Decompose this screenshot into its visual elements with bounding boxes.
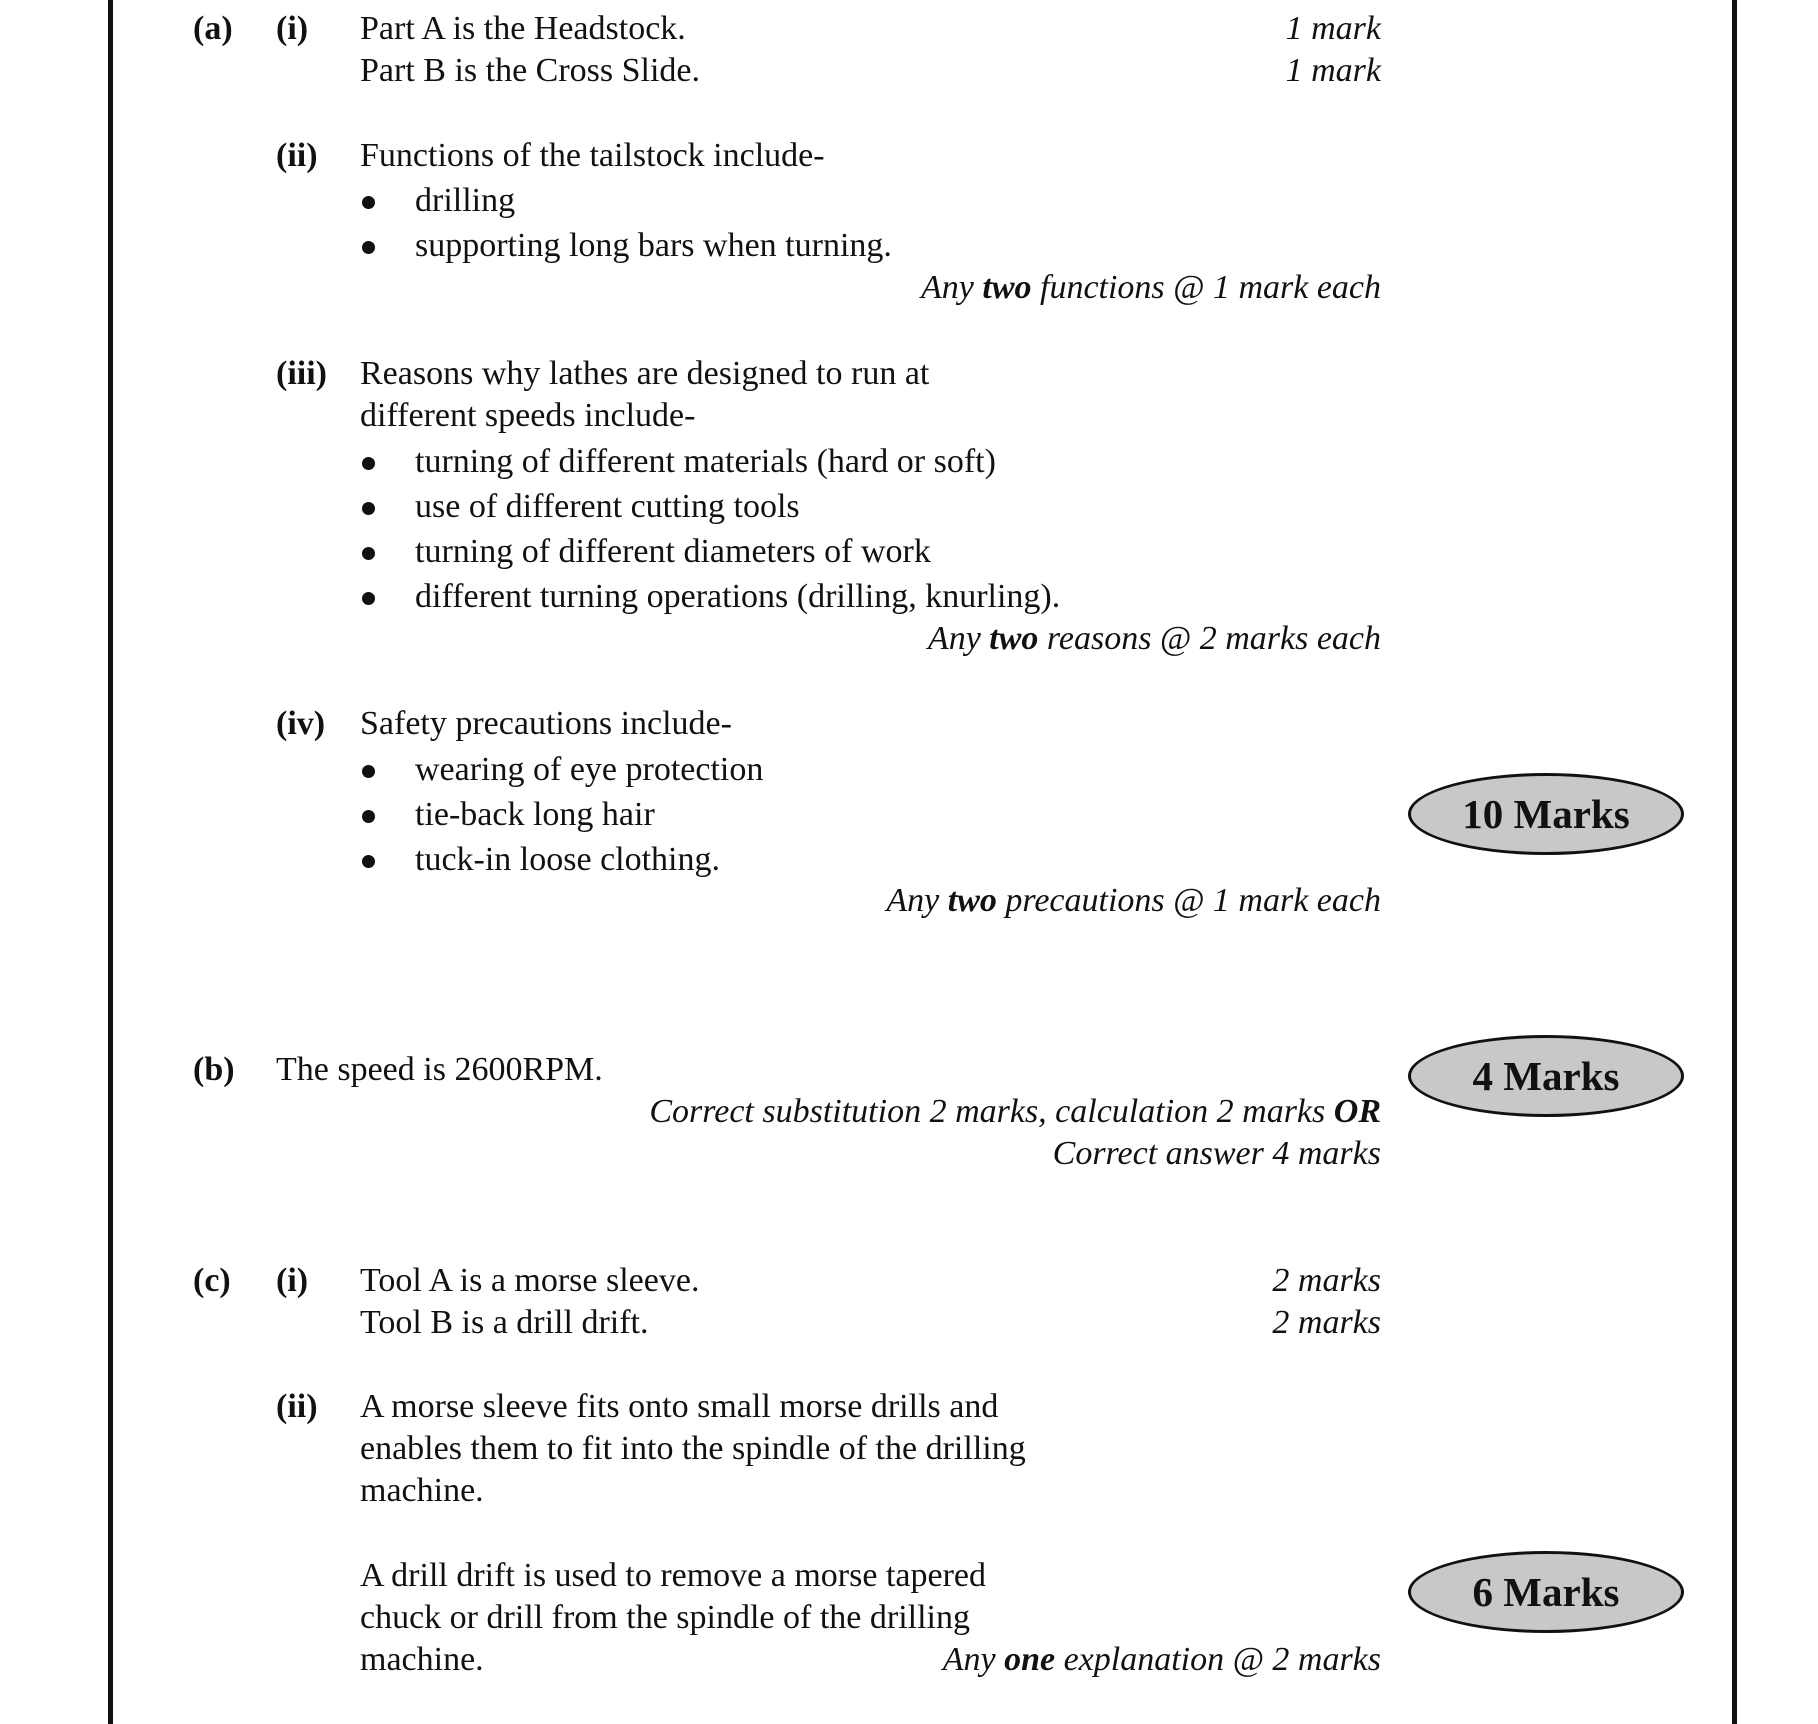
part-a-iii-bullet: different turning operations (drilling, knurling). <box>415 578 1061 615</box>
part-a-iii-note: Any two reasons @ 2 marks each <box>927 620 1381 657</box>
part-a-iv-bullet: wearing of eye protection <box>415 751 764 788</box>
part-a-iii-bullet: turning of different materials (hard or soft) <box>415 443 996 480</box>
part-a-iii-label: (iii) <box>276 355 327 392</box>
bullet-icon <box>362 765 375 778</box>
part-a-i-mark2: 1 mark <box>1285 52 1381 89</box>
part-c-ii-note: Any one explanation @ 2 marks <box>942 1641 1381 1678</box>
part-c-ii-para1-line: A morse sleeve fits onto small morse drills and <box>360 1388 999 1425</box>
part-c-ii-para1-line: enables them to fit into the spindle of the drilling <box>360 1430 1026 1467</box>
part-a-ii-intro: Functions of the tailstock include- <box>360 137 825 174</box>
part-c-i-mark2: 2 marks <box>1272 1304 1381 1341</box>
part-a-iii-intro-line1: Reasons why lathes are designed to run at <box>360 355 930 392</box>
section-a-marks-badge: 10 Marks <box>1408 773 1684 855</box>
part-c-i-label: (i) <box>276 1262 309 1299</box>
part-a-ii-label: (ii) <box>276 137 318 174</box>
bullet-icon <box>362 810 375 823</box>
bullet-icon <box>362 547 375 560</box>
part-a-ii-bullet: drilling <box>415 182 516 219</box>
part-c-ii-para2-line: machine. <box>360 1641 484 1678</box>
part-a-iii-intro-line2: different speeds include- <box>360 397 696 434</box>
bullet-icon <box>362 855 375 868</box>
part-a-i-label: (i) <box>276 10 309 47</box>
part-c-ii-label: (ii) <box>276 1388 318 1425</box>
part-a-ii-bullet: supporting long bars when turning. <box>415 227 892 264</box>
section-c-label: (c) <box>193 1262 231 1299</box>
section-b-label: (b) <box>193 1051 235 1088</box>
part-a-ii-note: Any two functions @ 1 mark each <box>921 269 1381 306</box>
part-a-iv-label: (iv) <box>276 705 326 742</box>
part-a-iv-note: Any two precautions @ 1 mark each <box>886 882 1381 919</box>
section-b-note-line2: Correct answer 4 marks <box>1052 1135 1381 1172</box>
part-c-i-line2: Tool B is a drill drift. <box>360 1304 649 1341</box>
section-b-text: The speed is 2600RPM. <box>276 1051 603 1088</box>
part-a-i-mark1: 1 mark <box>1285 10 1381 47</box>
section-a-label: (a) <box>193 10 233 47</box>
section-b-marks-badge: 4 Marks <box>1408 1035 1684 1117</box>
part-c-i-line1: Tool A is a morse sleeve. <box>360 1262 700 1299</box>
part-c-i-mark1: 2 marks <box>1272 1262 1381 1299</box>
part-a-i-line1: Part A is the Headstock. <box>360 10 686 47</box>
bullet-icon <box>362 457 375 470</box>
bullet-icon <box>362 502 375 515</box>
section-c-marks-badge: 6 Marks <box>1408 1551 1684 1633</box>
part-a-iv-bullet: tuck-in loose clothing. <box>415 841 721 878</box>
page-border-right <box>1732 0 1737 1724</box>
bullet-icon <box>362 241 375 254</box>
part-a-i-line2: Part B is the Cross Slide. <box>360 52 701 89</box>
part-c-ii-para1-line: machine. <box>360 1472 484 1509</box>
part-a-iii-bullet: use of different cutting tools <box>415 488 800 525</box>
part-c-ii-para2-line: chuck or drill from the spindle of the drilling <box>360 1599 970 1636</box>
part-a-iv-bullet: tie-back long hair <box>415 796 655 833</box>
bullet-icon <box>362 592 375 605</box>
page-border-left <box>108 0 113 1724</box>
part-c-ii-para2-line: A drill drift is used to remove a morse tapered <box>360 1557 986 1594</box>
part-a-iii-bullet: turning of different diameters of work <box>415 533 931 570</box>
bullet-icon <box>362 196 375 209</box>
part-a-iv-intro: Safety precautions include- <box>360 705 732 742</box>
section-b-note-line1: Correct substitution 2 marks, calculation 2 marks OR <box>649 1093 1381 1130</box>
